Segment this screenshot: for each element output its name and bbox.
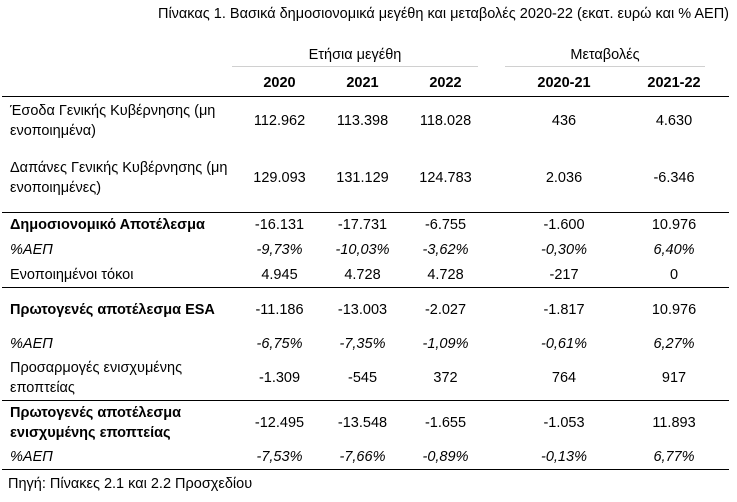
group-underline-changes xyxy=(505,66,705,67)
cell-2020-21: -1.600 xyxy=(509,213,619,238)
table-row xyxy=(2,145,729,213)
cell-2020-21: -1.817 xyxy=(509,288,619,332)
cell-2021-22: 6,77% xyxy=(619,445,729,470)
cell-2021-22: 11.893 xyxy=(619,401,729,445)
group-header-annual: Ετήσια μεγέθη xyxy=(308,47,402,63)
row-label: %ΑΕΠ xyxy=(10,242,53,258)
cell-2020: -16.131 xyxy=(238,213,321,238)
group-header-changes: Μεταβολές xyxy=(570,47,640,63)
cell-2021: -7,66% xyxy=(321,445,404,470)
cell-2022: -0,89% xyxy=(404,445,487,470)
column-header-gap xyxy=(487,70,509,97)
cell-2021-22: 10.976 xyxy=(619,288,729,332)
table-row xyxy=(2,238,729,263)
cell-2021-22: 0 xyxy=(669,266,679,283)
cell-2022: 4.728 xyxy=(427,266,464,283)
cell-2021: 4.728 xyxy=(344,266,381,283)
table-row xyxy=(2,213,729,238)
row-label: Πρωτογενές αποτέλεσμα ESA xyxy=(2,288,238,332)
cell-2020: -9,73% xyxy=(256,242,303,258)
table-row xyxy=(2,97,729,145)
cell-2022: -6.755 xyxy=(404,213,487,238)
cell-2020: 129.093 xyxy=(253,170,306,187)
table-row xyxy=(2,401,729,445)
source-note: Πηγή: Πίνακες 2.1 και 2.2 Προσχεδίου xyxy=(8,476,253,492)
row-label: %ΑΕΠ xyxy=(2,445,238,470)
cell-2022: 124.783 xyxy=(419,170,472,187)
table-row xyxy=(2,357,729,401)
cell-2020: -12.495 xyxy=(238,401,321,445)
column-header-2022: 2022 xyxy=(404,70,487,97)
cell-2021: 131.129 xyxy=(336,170,389,187)
group-underline-annual xyxy=(232,66,478,67)
column-header-2021: 2021 xyxy=(321,70,404,97)
cell-2021: -13.003 xyxy=(321,288,404,332)
cell-2022: -3,62% xyxy=(422,242,469,258)
cell-2021-22: -6.346 xyxy=(653,170,695,187)
row-label: Προσαρμογές ενισχυμένης εποπτείας xyxy=(10,360,183,397)
cell-2021: -7,35% xyxy=(339,336,386,352)
cell-2020: -11.186 xyxy=(238,288,321,332)
cell-2021-22: 6,40% xyxy=(653,242,695,258)
row-label: Έσοδα Γενικής Κυβέρνησης (μη ενοποιημένα) xyxy=(10,102,216,139)
cell-2021-22: 6,27% xyxy=(653,336,695,352)
cell-2021-22: 4.630 xyxy=(655,112,693,129)
row-label: %ΑΕΠ xyxy=(10,336,53,352)
cell-2020: -6,75% xyxy=(256,336,303,352)
table-row xyxy=(2,263,729,288)
cell-2020-21: 2.036 xyxy=(545,170,583,187)
cell-2022: -1.655 xyxy=(404,401,487,445)
cell-2020-21: -0,13% xyxy=(509,445,619,470)
row-label: Πρωτογενές αποτέλεσμα ενισχυμένης εποπτείας xyxy=(2,401,238,445)
fiscal-table xyxy=(2,70,729,470)
column-header-2020-21: 2020-21 xyxy=(509,70,619,97)
row-label: Δημοσιονομικό Αποτέλεσμα xyxy=(2,213,238,238)
cell-2022: 372 xyxy=(433,370,458,387)
cell-2022: -2.027 xyxy=(404,288,487,332)
cell-2020-21: -217 xyxy=(549,266,579,283)
cell-2020-21: -0,61% xyxy=(541,336,587,352)
row-label: Δαπάνες Γενικής Κυβέρνησης (μη ενοποιημένες) xyxy=(10,160,228,197)
table-title: Πίνακας 1. Βασικά δημοσιονομικά μεγέθη και μεταβολές 2020-22 (εκατ. ευρώ και % ΑΕΠ) xyxy=(157,6,729,22)
cell-2022: 118.028 xyxy=(419,112,472,129)
column-header-row xyxy=(2,70,729,97)
cell-2020-21: 764 xyxy=(551,370,577,387)
row-label: Ενοποιημένοι τόκοι xyxy=(10,266,134,283)
cell-2020: -1.309 xyxy=(258,370,301,387)
column-header-label xyxy=(2,70,238,97)
table-row xyxy=(2,288,729,332)
table-row xyxy=(2,332,729,357)
cell-2022: -1,09% xyxy=(422,336,469,352)
column-header-2021-22: 2021-22 xyxy=(619,70,729,97)
cell-2021: -10,03% xyxy=(335,242,390,258)
cell-2021-22: 10.976 xyxy=(619,213,729,238)
column-header-2020: 2020 xyxy=(238,70,321,97)
cell-2020: 112.962 xyxy=(253,112,306,129)
cell-2021: -17.731 xyxy=(321,213,404,238)
cell-2020-21: -0,30% xyxy=(541,242,587,258)
cell-2020-21: 436 xyxy=(551,112,577,129)
cell-2020: -7,53% xyxy=(238,445,321,470)
cell-2020: 4.945 xyxy=(261,266,298,283)
table-row xyxy=(2,445,729,470)
cell-2021: -13.548 xyxy=(321,401,404,445)
cell-2021-22: 917 xyxy=(661,370,687,387)
cell-2021: -545 xyxy=(347,370,378,387)
cell-2021: 113.398 xyxy=(336,112,389,129)
cell-2020-21: -1.053 xyxy=(509,401,619,445)
